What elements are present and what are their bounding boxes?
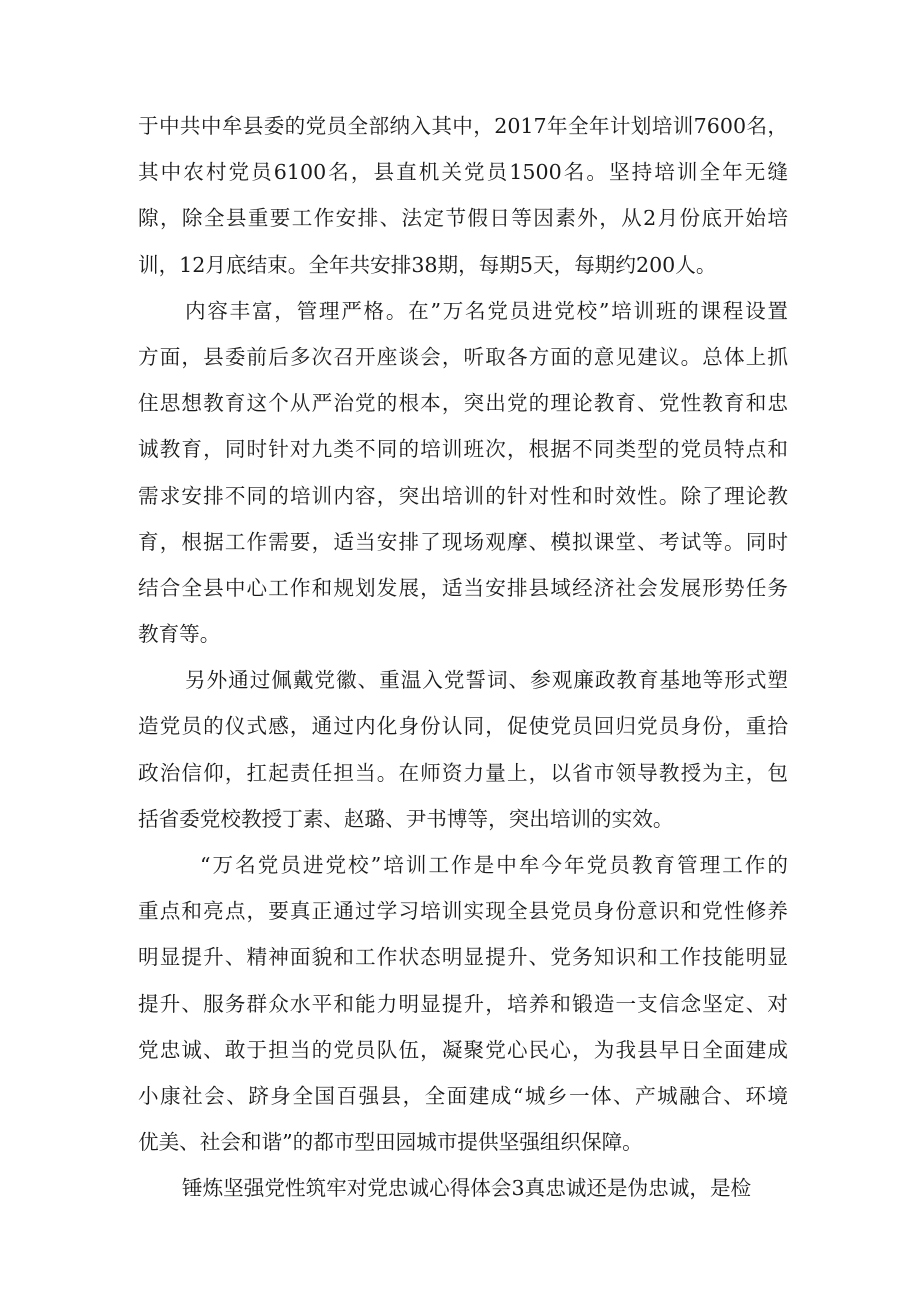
text-line: “万名党员进党校”培训工作是中牟今年党员教育管理工作的 [200, 853, 788, 877]
text-line: 训，12月底结束。全年共安排38期，每期5天，每期约200人。 [138, 252, 717, 277]
text-line: 优美、社会和谐”的都市型田园城市提供坚强组织保障。 [138, 1130, 643, 1155]
text-line: 锤炼坚强党性筑牢对党忠诚心得体会3真忠诚还是伪忠诚，是检 [182, 1176, 752, 1201]
text-line: 党忠诚、敢于担当的党员队伍，凝聚党心民心，为我县早日全面建成 [138, 1037, 788, 1062]
text-line: 其中农村党员6100名，县直机关党员1500名。坚持培训全年无缝 [138, 160, 788, 185]
text-line: 住思想教育这个从严治党的根本，突出党的理论教育、党性教育和忠 [138, 391, 788, 416]
paragraph [138, 842, 788, 1165]
paragraph [138, 657, 788, 842]
text-line: 方面，县委前后多次召开座谈会，听取各方面的意见建议。总体上抓 [138, 344, 788, 369]
text-line: 政治信仰，扛起责任担当。在师资力量上，以省市领导教授为主，包 [138, 760, 788, 785]
text-line: 小康社会、跻身全国百强县，全面建成“城乡一体、产城融合、环境 [138, 1083, 788, 1108]
text-line: 重点和亮点，要真正通过学习培训实现全县党员身份意识和党性修养 [138, 899, 788, 924]
text-line: 诚教育，同时针对九类不同的培训班次，根据不同类型的党员特点和 [138, 437, 788, 462]
text-line: 隙，除全县重要工作安排、法定节假日等因素外，从2月份底开始培 [138, 206, 788, 231]
text-line: 明显提升、精神面貌和工作状态明显提升、党务知识和工作技能明显 [138, 945, 788, 970]
paragraph [138, 103, 788, 288]
text-line: 另外通过佩戴党徽、重温入党誓词、参观廉政教育基地等形式塑 [185, 668, 788, 693]
text-line: 教育等。 [138, 622, 221, 647]
text-line: 育，根据工作需要，适当安排了现场观摩、模拟课堂、考试等。同时 [138, 529, 788, 554]
text-line: 结合全县中心工作和规划发展，适当安排县域经济社会发展形势任务 [138, 575, 788, 600]
text-line: 造党员的仪式感，通过内化身份认同，促使党员回归党员身份，重拾 [138, 714, 788, 739]
text-line: 提升、服务群众水平和能力明显提升，培养和锻造一支信念坚定、对 [138, 991, 788, 1016]
paragraph [138, 1165, 788, 1211]
paragraph [138, 288, 788, 658]
text-line: 内容丰富，管理严格。在”万名党员进党校”培训班的课程设置 [185, 298, 788, 323]
text-line: 括省委党校教授丁素、赵璐、尹书博等，突出培训的实效。 [138, 806, 674, 831]
document-body [138, 103, 788, 1212]
text-line: 需求安排不同的培训内容，突出培训的针对性和时效性。除了理论教 [138, 483, 788, 508]
text-line: 于中共中牟县委的党员全部纳入其中，2017年全年计划培训7600名， [138, 114, 788, 138]
